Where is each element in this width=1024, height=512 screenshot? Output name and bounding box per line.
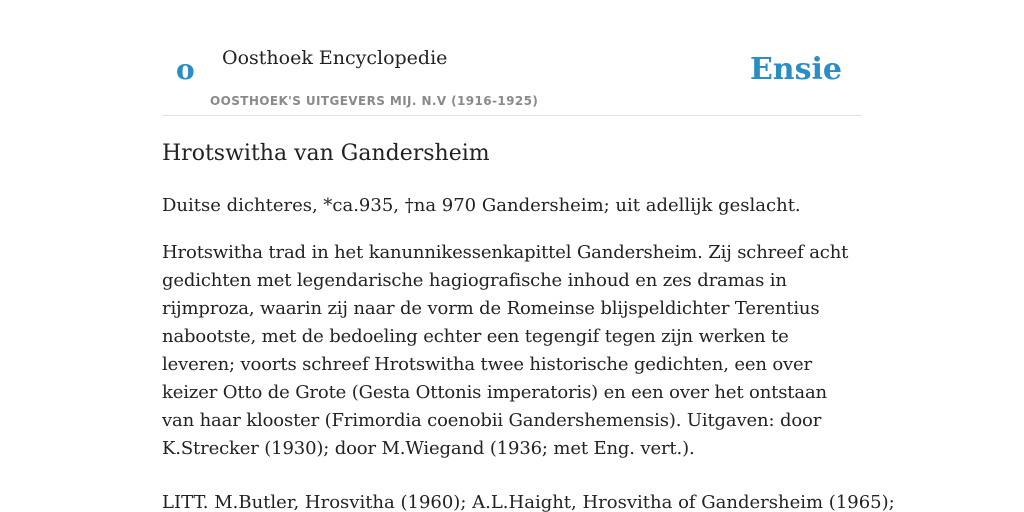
brand-logo[interactable]: Ensie (749, 52, 842, 87)
publisher-subtitle: OOSTHOEK'S UITGEVERS MIJ. N.V (1916-1925) (210, 94, 539, 108)
article (162, 136, 895, 512)
logo-icon[interactable]: o (176, 53, 195, 86)
header (162, 0, 862, 116)
publication-title[interactable]: Oosthoek Encyclopedie (222, 47, 448, 69)
article-intro: Duitse dichteres, *ca.935, †na 970 Gandersheim; uit adellijk geslacht. (162, 195, 801, 216)
page-title: Hrotswitha van Gandersheim (162, 141, 490, 166)
literature-references: LITT. M.Butler, Hrosvitha (1960); A.L.Haight, Hrosvitha of Gandersheim (1965); (162, 492, 895, 512)
article-body: Hrotswitha trad in het kanunnikessenkapittel Gandersheim. Zij schreef acht gedichten met legendarische hagiografische inhoud en zes dramas in rijmproza, waarin zij naar de vorm de Romeinse blijspeldichter Terentius nabootste, met de bedoeling echter een tegengif tegen zijn werken te leveren; voorts schreef Hrotswitha twee historische gedichten, een over keizer Otto de Grote (Gesta Ottonis imperatoris) en een over het ontstaan van haar klooster (Frimordia coenobii Gandershemensis). Uitgaven: door K.Strecker (1930); door M.Wiegand (1936; met Eng. vert.). (162, 242, 849, 459)
